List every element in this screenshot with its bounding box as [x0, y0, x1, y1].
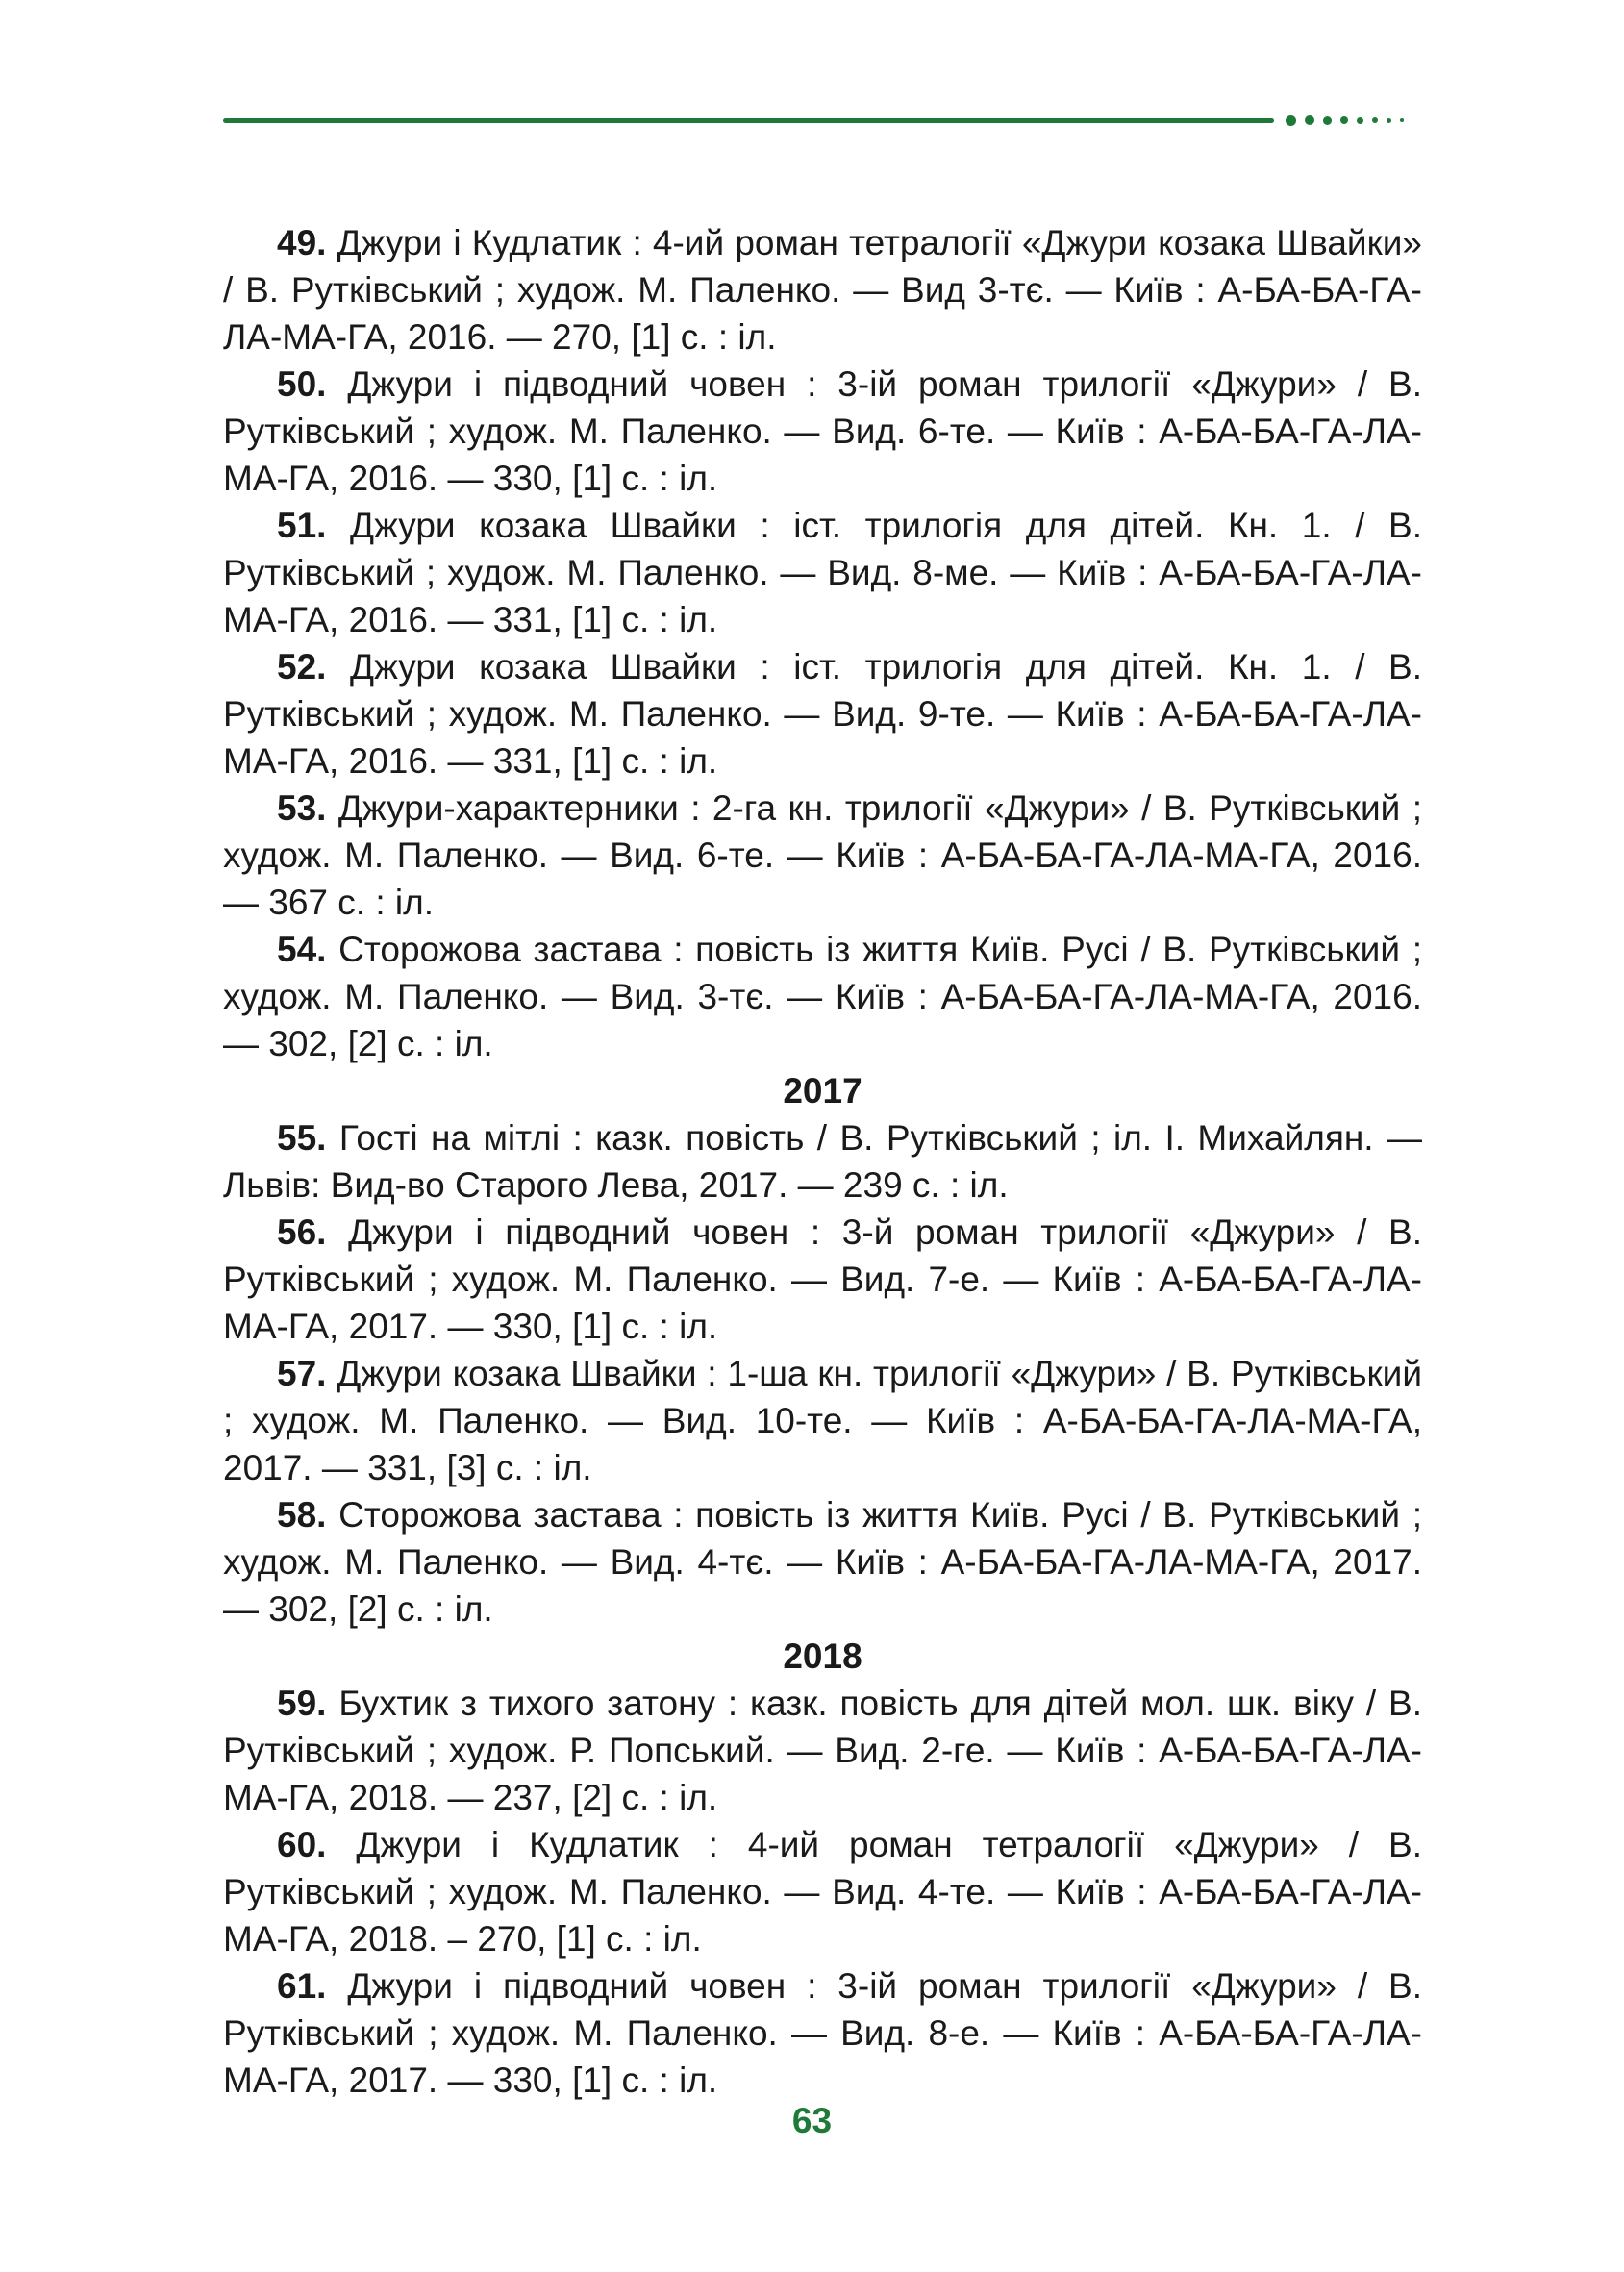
- entry-paragraph: [223, 1821, 1422, 1962]
- header-dot: [1357, 117, 1363, 124]
- entry-paragraph: [223, 1680, 1422, 1821]
- entry-text: Джури і підводний човен : 3-ій роман трилогії «Джури» / В. Рутківський ; худож. М. Паленко. — Вид. 8-е. — Київ : А-БА-БА-ГА-ЛА-МА-ГА, 2017. — 330, [1] с. : іл.: [223, 1966, 1422, 2100]
- header-dot: [1372, 117, 1378, 123]
- header-dots: [1286, 115, 1404, 126]
- header-dot: [1387, 118, 1391, 123]
- entry-paragraph: [223, 1350, 1422, 1491]
- entry-paragraph: [223, 1962, 1422, 2104]
- entry-text: Джури і підводний човен : 3-ій роман трилогії «Джури» / В. Рутківський ; худож. М. Паленко. — Вид. 6-те. — Київ : А-БА-БА-ГА-ЛА-МА-ГА, 2016. — 330, [1] с. : іл.: [223, 364, 1422, 498]
- header-line: [223, 118, 1274, 123]
- entry-number: 50.: [277, 364, 327, 404]
- entry-number: 54.: [277, 930, 327, 969]
- header-dot: [1400, 118, 1404, 122]
- entry-number: 60.: [277, 1825, 327, 1864]
- entry-number: 58.: [277, 1495, 327, 1535]
- entry-text: Сторожова застава : повість із життя Київ. Русі / В. Рутківський ; худож. М. Паленко. — Вид. 3-тє. — Київ : А-БА-БА-ГА-ЛА-МА-ГА, 2016. — 302, [2] с. : іл.: [223, 930, 1422, 1063]
- entry-text: Джури і підводний човен : 3-й роман трилогії «Джури» / В. Рутківський ; худож. М. Паленко. — Вид. 7-е. — Київ : А-БА-БА-ГА-ЛА-МА-ГА, 2017. — 330, [1] с. : іл.: [223, 1212, 1423, 1346]
- entry-text: Сторожова застава : повість із життя Київ. Русі / В. Рутківський ; худож. М. Паленко. — Вид. 4-тє. — Київ : А-БА-БА-ГА-ЛА-МА-ГА, 2017. — 302, [2] с. : іл.: [223, 1495, 1422, 1629]
- bibliography-list: [223, 219, 1422, 2104]
- entry-paragraph: [223, 785, 1422, 926]
- bibliography-entry: [223, 361, 1422, 502]
- entry-number: 55.: [277, 1118, 327, 1158]
- entry-number: 49.: [277, 223, 327, 262]
- header-dot: [1305, 115, 1314, 125]
- entry-text: Джури козака Швайки : іст. трилогія для дітей. Кн. 1. / В. Рутківський ; худож. М. Паленко. — Вид. 9-те. — Київ : А-БА-БА-ГА-ЛА-МА-ГА, 2016. — 331, [1] с. : іл.: [223, 647, 1423, 781]
- bibliography-entry: [223, 1962, 1422, 2104]
- entry-text: Джури і Кудлатик : 4-ий роман тетралогії «Джури козака Швайки» / В. Рутківський ; худож. М. Паленко. — Вид 3-тє. — Київ : А-БА-БА-ГА-ЛА-МА-ГА, 2016. — 270, [1] с. : іл.: [223, 223, 1422, 357]
- entry-text: Джури-характерники : 2-га кн. трилогії «Джури» / В. Рутківський ; худож. М. Паленко. — Вид. 6-те. — Київ : А-БА-БА-ГА-ЛА-МА-ГА, 2016. — 367 с. : іл.: [223, 788, 1422, 922]
- bibliography-entry: [223, 643, 1422, 785]
- bibliography-entry: [223, 1350, 1422, 1491]
- year-heading: 2017: [783, 1071, 862, 1111]
- header-rule: [223, 117, 1404, 123]
- entry-paragraph: [223, 502, 1422, 643]
- bibliography-entry: [223, 1114, 1422, 1209]
- bibliography-entry: [223, 502, 1422, 643]
- entry-number: 53.: [277, 788, 327, 828]
- bibliography-entry: [223, 219, 1422, 361]
- bibliography-entry: [223, 785, 1422, 926]
- bibliography-entry: [223, 1209, 1422, 1350]
- bibliography-entry: [223, 926, 1422, 1067]
- entry-number: 51.: [277, 506, 327, 545]
- header-dot: [1286, 115, 1296, 126]
- entry-text: Бухтик з тихого затону : казк. повість для дітей мол. шк. віку / В. Рутківський ; худож. Р. Попський. — Вид. 2-ге. — Київ : А-БА-БА-ГА-ЛА-МА-ГА, 2018. — 237, [2] с. : іл.: [223, 1684, 1423, 1817]
- bibliography-entry: [223, 1821, 1422, 1962]
- entry-number: 61.: [277, 1966, 327, 2006]
- entry-number: 56.: [277, 1212, 327, 1252]
- entry-number: 59.: [277, 1684, 327, 1723]
- entry-paragraph: [223, 1491, 1422, 1633]
- entry-paragraph: [223, 1209, 1422, 1350]
- entry-number: 57.: [277, 1354, 327, 1393]
- entry-paragraph: [223, 1114, 1422, 1209]
- entry-paragraph: [223, 361, 1422, 502]
- header-dot: [1340, 116, 1348, 124]
- entry-number: 52.: [277, 647, 327, 687]
- entry-text: Джури і Кудлатик : 4-ий роман тетралогії «Джури» / В. Рутківський ; худож. М. Паленко. — Вид. 4-те. — Київ : А-БА-БА-ГА-ЛА-МА-ГА, 2018. – 270, [1] с. : іл.: [223, 1825, 1422, 1959]
- entry-paragraph: [223, 643, 1422, 785]
- page-number: 63: [791, 2101, 833, 2140]
- header-dot: [1323, 116, 1332, 125]
- entry-text: Джури козака Швайки : 1-ша кн. трилогії «Джури» / В. Рутківський ; худож. М. Паленко. — Вид. 10-те. — Київ : А-БА-БА-ГА-ЛА-МА-ГА, 2017. — 331, [3] с. : іл.: [223, 1354, 1422, 1487]
- bibliography-entry: [223, 1680, 1422, 1821]
- year-heading: 2018: [783, 1636, 862, 1676]
- entry-paragraph: [223, 926, 1422, 1067]
- entry-paragraph: [223, 219, 1422, 361]
- entry-text: Джури козака Швайки : іст. трилогія для дітей. Кн. 1. / В. Рутківський ; худож. М. Паленко. — Вид. 8-ме. — Київ : А-БА-БА-ГА-ЛА-МА-ГА, 2016. — 331, [1] с. : іл.: [223, 506, 1423, 639]
- entry-text: Гості на мітлі : казк. повість / В. Рутківський ; іл. І. Михайлян. — Львів: Вид-во Старого Лева, 2017. — 239 с. : іл.: [223, 1118, 1422, 1205]
- bibliography-entry: [223, 1491, 1422, 1633]
